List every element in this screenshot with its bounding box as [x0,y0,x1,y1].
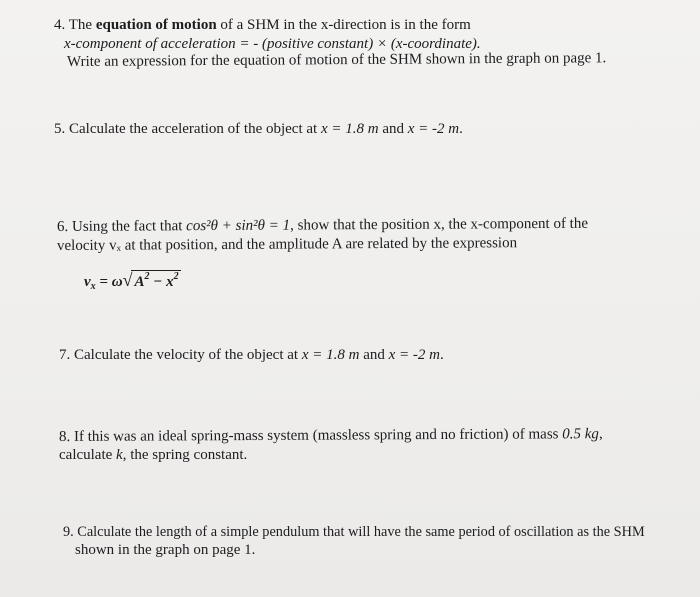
q8-line-1 [59,425,603,446]
q7-line [59,346,444,364]
q5-x1: x = 1.8 m [320,121,379,137]
q4-bold-term: equation of motion [95,17,217,33]
q5-prefix: 5. Calculate the acceleration of the object at [54,121,321,137]
formula-minus-x: − x [149,274,174,290]
formula-v: v [84,274,91,290]
q9-line-1: 9. Calculate the length of a simple pendulum that will have the same period of oscillation as the SHM [63,524,645,540]
q5-mid: and [378,121,408,137]
q7-suffix: . [439,347,444,363]
q4-line-2: x-component of acceleration = - (positive constant) × (x-coordinate). [64,36,481,52]
formula-A: A [134,274,145,290]
q8-mass: 0.5 kg [562,426,599,443]
q6-line-2: velocity vₓ at that position, and the amplitude A are related by the expression [56,235,518,254]
formula-subscript-x: x [90,281,96,292]
q8-suffix: , [598,426,603,443]
q9-line-2: shown in the graph on page 1. [75,542,256,558]
q6-line-1 [57,215,588,236]
formula-equals-omega: = ω [95,274,123,290]
q7-x1: x = 1.8 m [301,347,360,363]
q7-mid: and [359,347,389,363]
q8-prefix: 8. If this was an ideal spring-mass system (massless spring and no friction) of mass [58,426,563,445]
q7-x2: x = -2 m [388,347,440,363]
q5-line [54,120,463,138]
q4-line-3: Write an expression for the equation of motion of the SHM shown in the graph on page 1. [66,50,607,70]
q7-prefix: 7. Calculate the velocity of the object at [59,347,302,363]
q6-prefix: 6. Using the fact that [56,218,187,235]
q5-suffix: . [459,121,463,137]
velocity-formula [84,270,181,292]
formula-sup-2: 2 [173,271,179,282]
q4-suffix: of a SHM in the x-direction is in the form [216,17,471,33]
sqrt-symbol: √ [122,270,133,290]
q8-line2-suffix: , the spring constant. [122,447,248,463]
q8-line-2 [59,446,247,464]
formula-sup-1: 2 [144,271,150,282]
q8-line2-prefix: calculate [59,447,117,463]
q4-prefix: 4. The [54,17,96,33]
q5-x2: x = -2 m [407,121,460,137]
q8-k: k [116,447,123,463]
q6-identity: cos²θ + sin²θ = 1 [186,217,291,235]
q6-suffix: , show that the position x, the x-component of the [290,215,589,234]
q4-line-1 [54,16,471,34]
formula-radicand [131,270,180,291]
